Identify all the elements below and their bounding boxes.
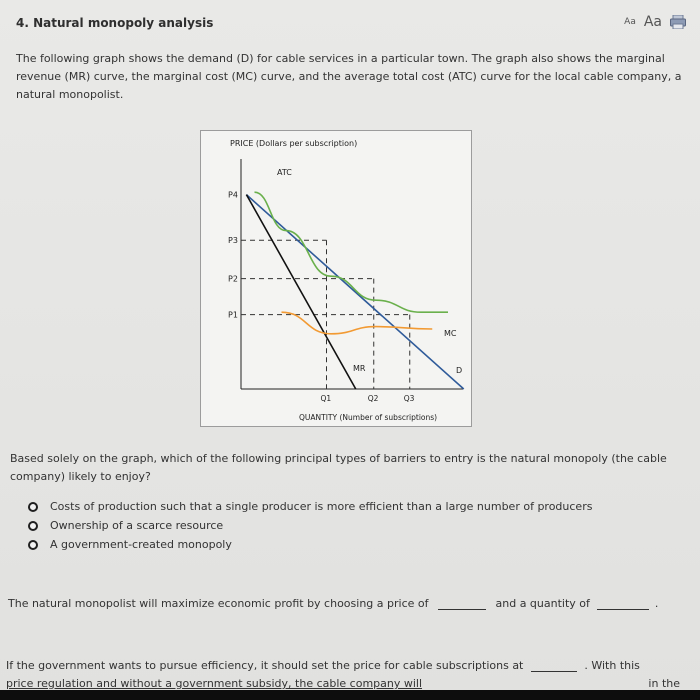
fill-text: price regulation and without a government subsidy, the cable company will [6, 677, 423, 690]
option-label: A government-created monopoly [50, 538, 232, 551]
fill-text: If the government wants to pursue efficiency, it should set the price for cable subscriptions at [6, 659, 524, 672]
answer-options [28, 497, 592, 554]
font-controls [624, 14, 686, 30]
fill-in-efficiency [6, 659, 640, 672]
option-label: Ownership of a scarce resource [50, 519, 224, 532]
quantity-blank-dropdown[interactable] [597, 597, 649, 610]
curve-label-mr: MR [353, 364, 366, 373]
efficient-price-blank-dropdown[interactable] [531, 659, 577, 672]
x-tick-q1: Q1 [320, 394, 332, 403]
x-tick-q3: Q3 [403, 394, 415, 403]
graph-panel [200, 130, 472, 427]
fill-in-profit-max [8, 597, 658, 610]
curve-atc [255, 192, 449, 312]
price-blank-dropdown[interactable] [438, 597, 486, 610]
curve-d [246, 195, 463, 389]
curve-mr [246, 195, 355, 389]
curve-label-atc: ATC [277, 168, 292, 177]
printer-icon[interactable] [670, 15, 686, 29]
option-scarce-resource[interactable] [28, 516, 592, 535]
question-title: 4. Natural monopoly analysis [16, 16, 214, 30]
x-tick-q2: Q2 [367, 394, 379, 403]
bottom-bar [0, 690, 700, 700]
curve-label-d: D [456, 366, 463, 375]
fill-text: The natural monopolist will maximize economic profit by choosing a price of [8, 597, 429, 610]
fill-text: in the [648, 677, 680, 690]
x-axis-title: QUANTITY (Number of subscriptions) [299, 413, 438, 422]
y-tick-p3: P3 [228, 236, 238, 246]
intro-text: The following graph shows the demand (D) for cable services in a particular town. The graph also shows the marginal revenue (MR) curve, the marginal cost (MC) curve, and the average total cost (ATC) curve for the local cable company, a natural monopolist. [16, 52, 682, 101]
y-tick-p1: P1 [228, 310, 238, 320]
option-government-created[interactable] [28, 535, 592, 554]
fill-in-regulation [6, 677, 696, 691]
radio-icon[interactable] [28, 502, 38, 512]
curve-label-mc: MC [444, 329, 457, 338]
radio-icon[interactable] [28, 540, 38, 550]
y-tick-p4: P4 [228, 190, 238, 200]
fill-text: and a quantity of [495, 597, 590, 610]
option-costs-of-production[interactable] [28, 497, 592, 516]
fill-text: . With this [584, 659, 640, 672]
option-label: Costs of production such that a single producer is more efficient than a large number of producers [50, 500, 593, 513]
y-tick-p2: P2 [228, 274, 238, 284]
radio-icon[interactable] [28, 521, 38, 531]
fill-text: . [654, 597, 659, 610]
question-text: Based solely on the graph, which of the following principal types of barriers to entry is the natural monopoly (the cable company) likely to enjoy? [10, 452, 667, 483]
font-decrease-button[interactable]: Aa [624, 17, 636, 27]
y-axis-title: PRICE (Dollars per subscription) [230, 139, 358, 148]
font-increase-button[interactable]: Aa [643, 14, 662, 30]
economics-graph [201, 131, 471, 426]
